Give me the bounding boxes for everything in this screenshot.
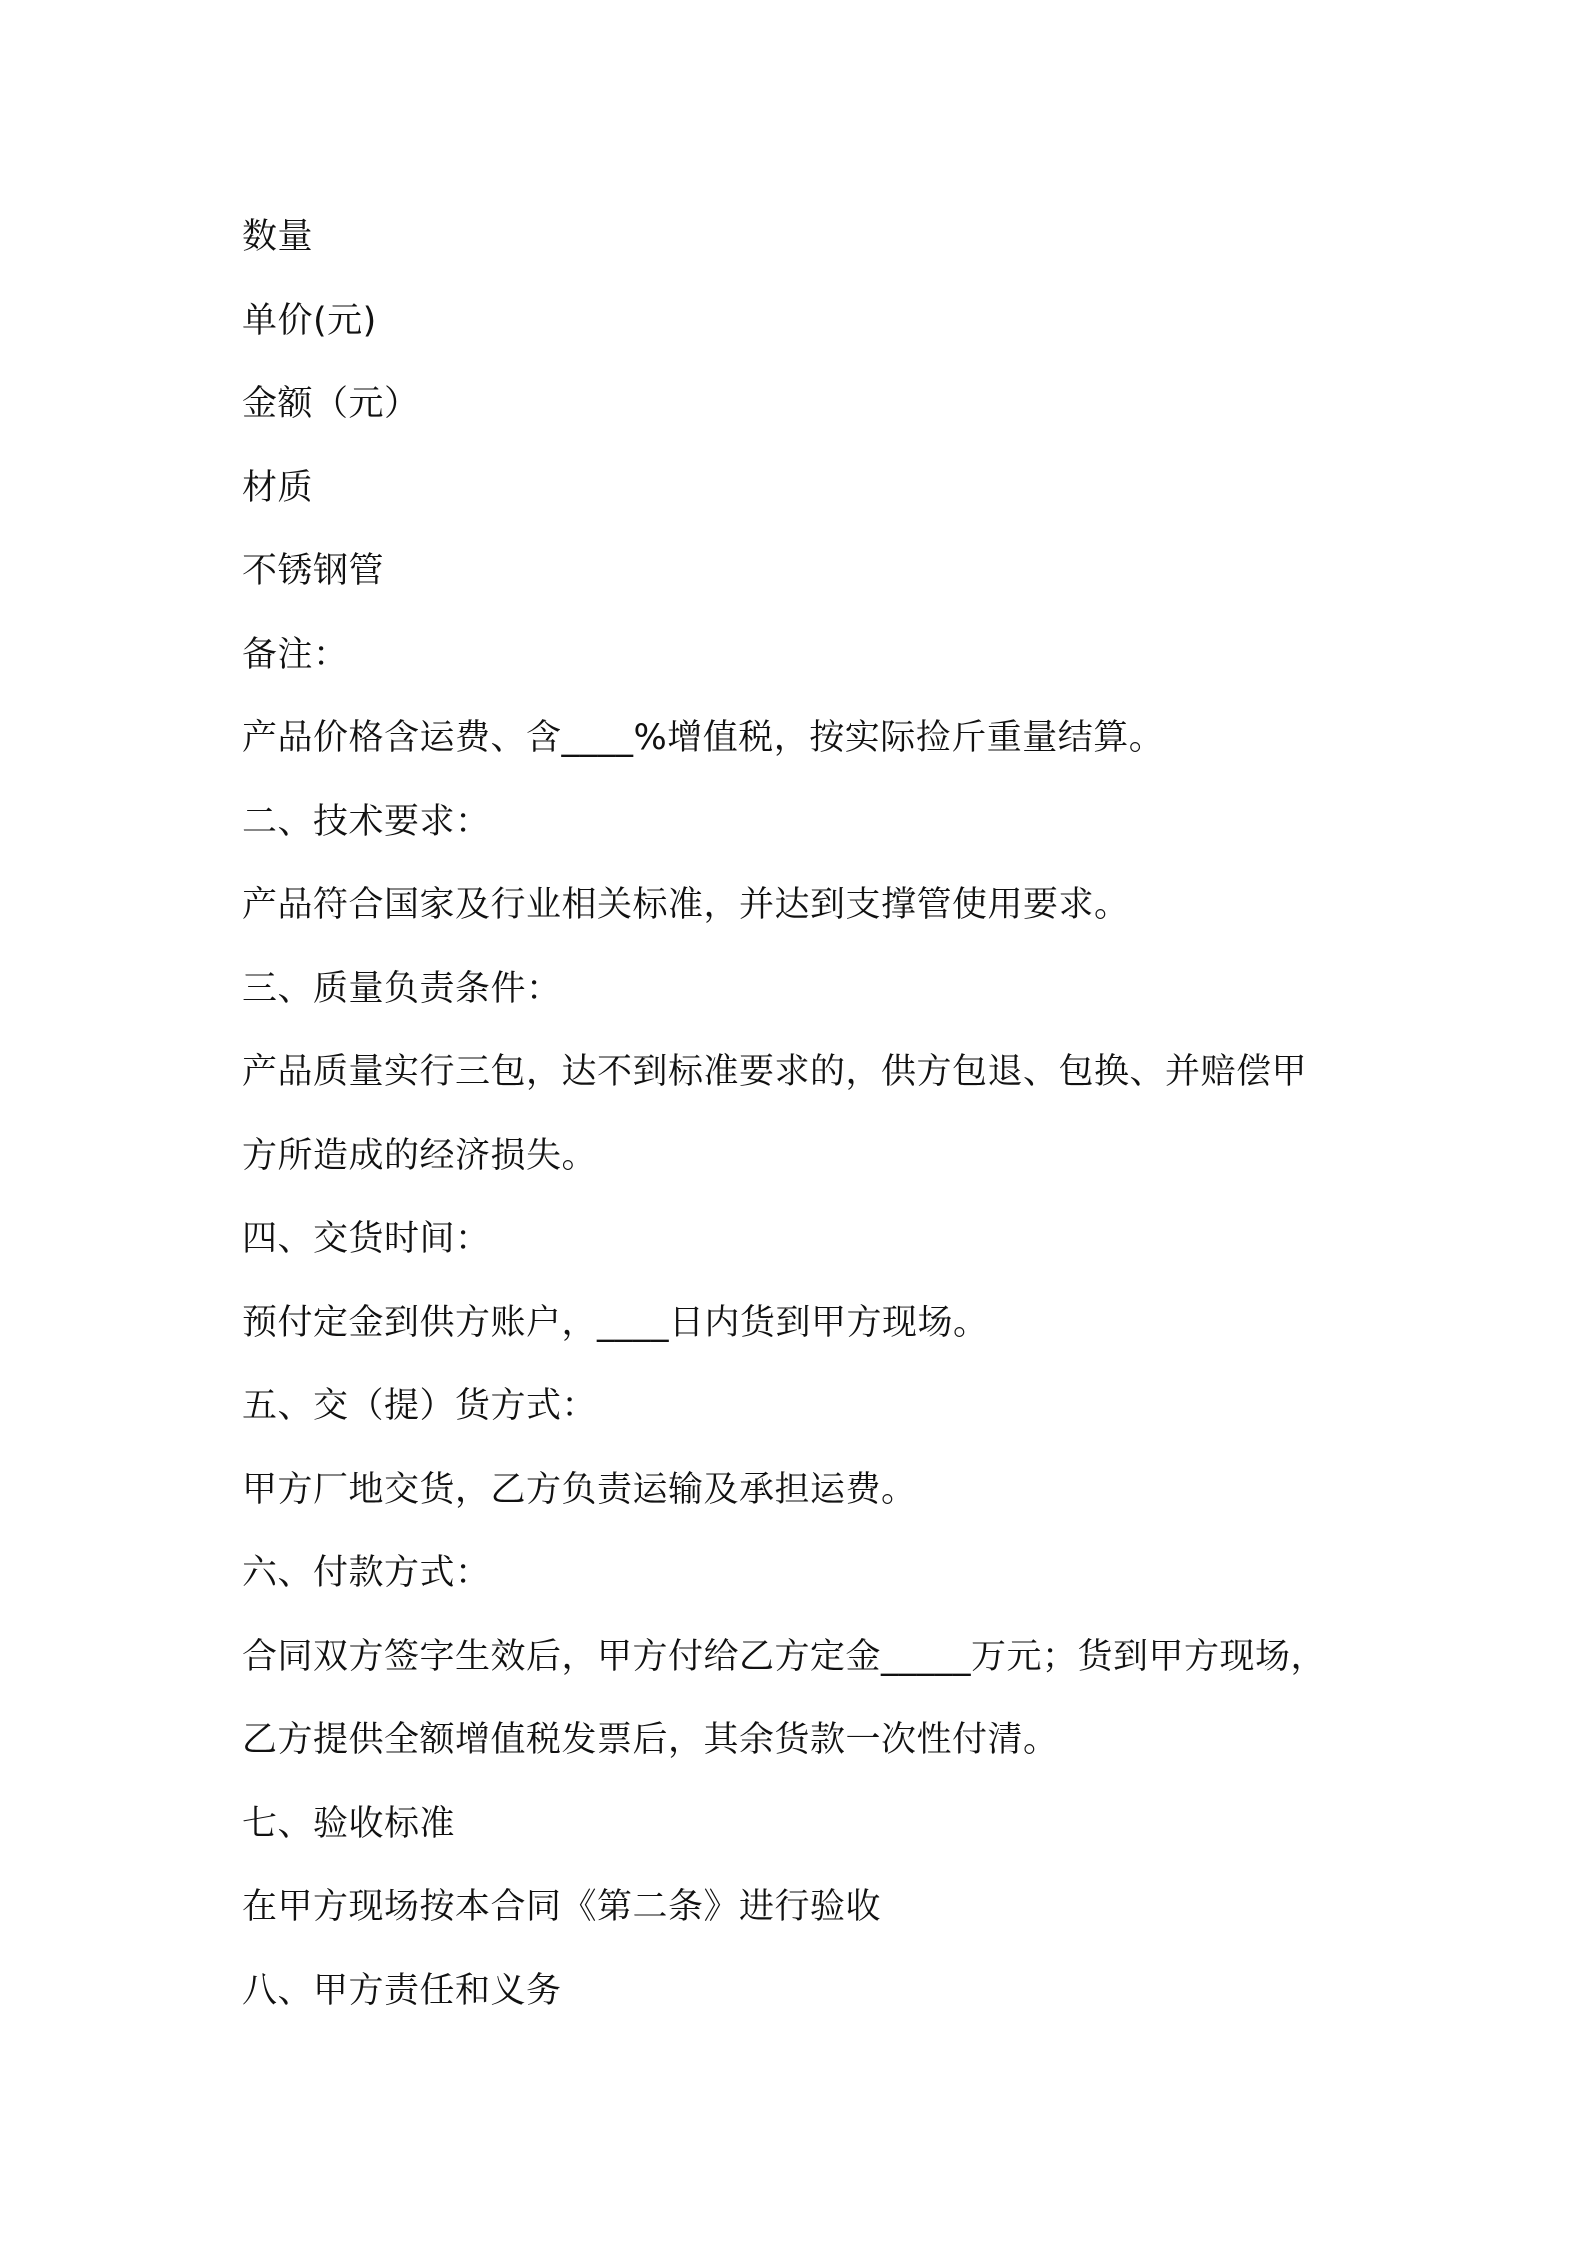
label-material: 材质 [242,467,314,508]
label-quantity: 数量 [242,217,314,257]
section-heading-technical: 二、技术要求： [242,801,491,842]
document-body [242,196,1362,2033]
label-remarks: 备注： [242,634,349,675]
section-text-payment-2: 乙方提供全额增值税发票后，其余货款一次性付清。 [242,1720,1059,1760]
section-heading-party-a-duties: 八、甲方责任和义务 [242,1970,562,2011]
section-heading-quality: 三、质量负责条件： [242,968,562,1009]
section-heading-delivery-method: 五、交（提）货方式： [242,1386,598,1426]
section-heading-delivery-time: 四、交货时间： [242,1219,491,1259]
material-value: 不锈钢管 [242,551,385,591]
section-heading-acceptance: 七、验收标准 [242,1803,456,1844]
section-heading-payment: 六、付款方式： [242,1553,491,1593]
label-amount: 金额（元） [242,384,420,424]
section-text-payment-1: 合同双方签字生效后，甲方付给乙方定金_____万元；货到甲方现场， [242,1636,1327,1677]
label-unit-price: 单价(元) [242,300,377,341]
remarks-text: 产品价格含运费、含____%增值税，按实际捡斤重量结算。 [242,718,1165,758]
section-text-delivery-time: 预付定金到供方账户，____日内货到甲方现场。 [242,1302,989,1343]
section-text-technical: 产品符合国家及行业相关标准，并达到支撑管使用要求。 [242,885,1130,925]
section-text-quality-2: 方所造成的经济损失。 [242,1135,598,1176]
section-text-acceptance: 在甲方现场按本合同《第二条》进行验收 [242,1887,882,1927]
section-text-quality-1: 产品质量实行三包，达不到标准要求的，供方包退、包换、并赔偿甲 [242,1052,1308,1092]
section-text-delivery-method: 甲方厂地交货，乙方负责运输及承担运费。 [242,1469,917,1510]
